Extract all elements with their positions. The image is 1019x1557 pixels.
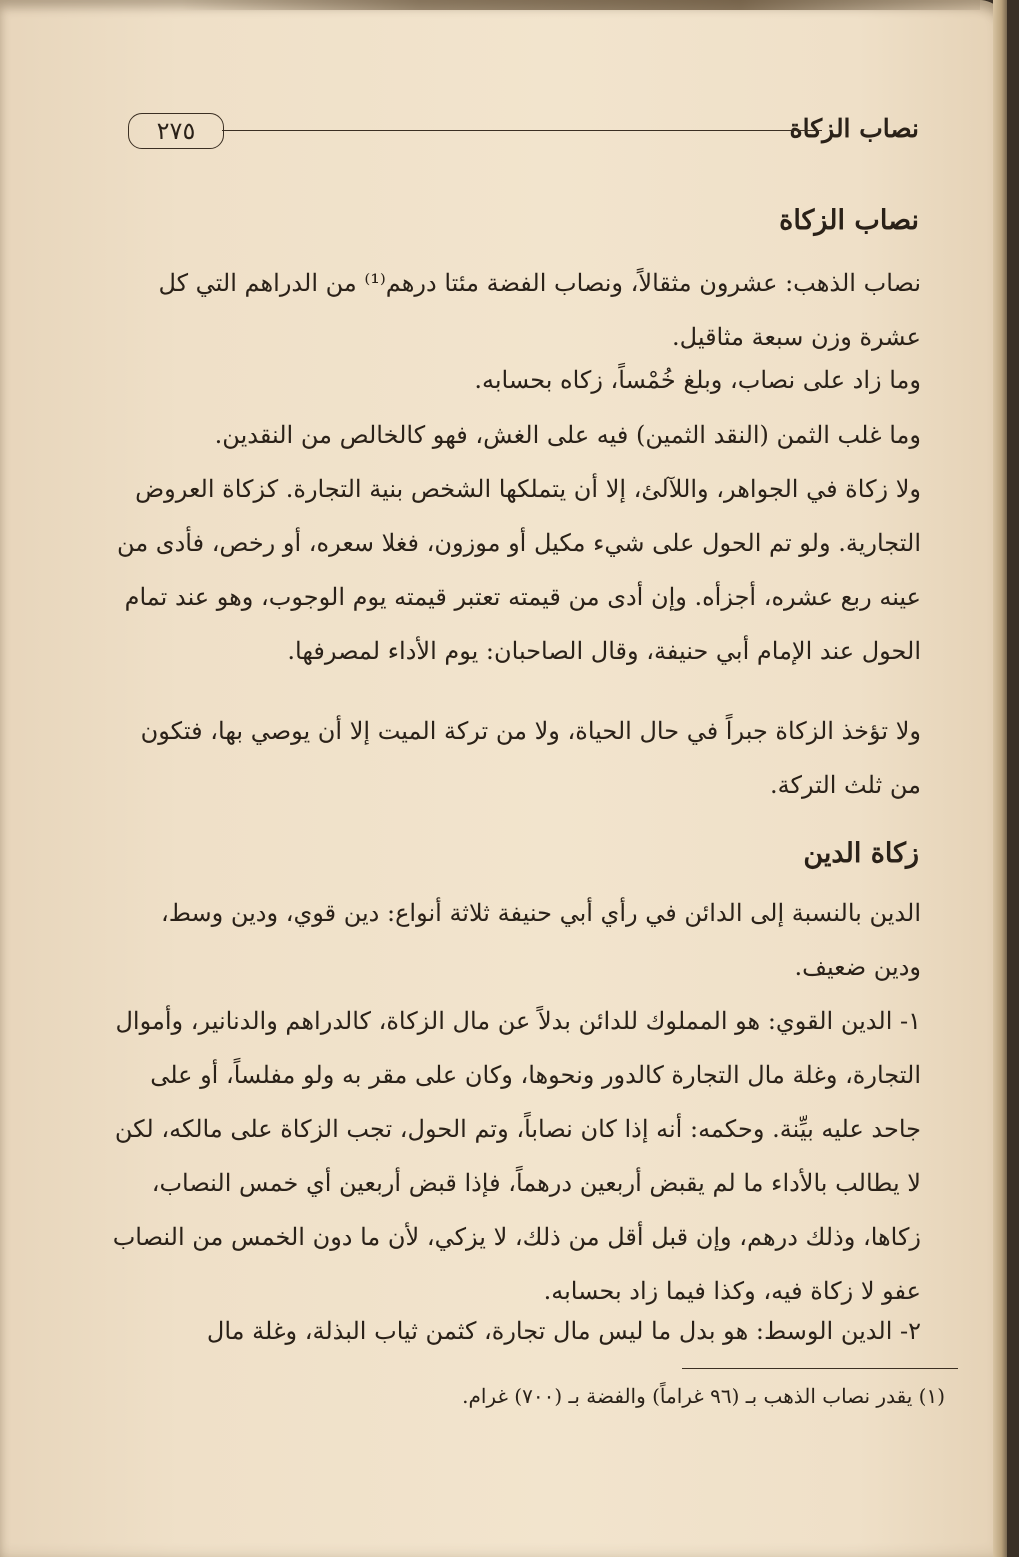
page-number: ٢٧٥ bbox=[128, 113, 224, 149]
paragraph: ٢- الدين الوسط: هو بدل ما ليس مال تجارة، كثمن ثياب البذلة، وغلة مال bbox=[206, 1317, 921, 1345]
paragraph: ولا تؤخذ الزكاة جبراً في حال الحياة، ولا من تركة الميت إلا أن يوصي بها، فتكون من ثلث التركة. bbox=[140, 717, 921, 799]
paragraph: وما غلب الثمن (النقد الثمين) فيه على الغش، فهو كالخالص من النقدين. bbox=[214, 421, 921, 449]
header-rule bbox=[222, 130, 822, 131]
paragraph: ولا زكاة في الجواهر، واللآلئ، إلا أن يتملكها الشخص بنية التجارة. كزكاة العروض التجارية. ولو تم الحول على شيء مكيل أو موزون، فغلا سعره، أو رخص، فأدى من عينه ربع عشره، أجزأه. وإن أدى من قيمته تعتبر قيمته يوم الوجوب، وهو عند تمام الحول عند الإمام أبي حنيفة، وقال الصاحبان: يوم الأداء لمصرفها. bbox=[117, 475, 921, 665]
section-heading-nisab: نصاب الزكاة bbox=[779, 205, 919, 236]
paragraph: ١- الدين القوي: هو المملوك للدائن بدلاً عن مال الزكاة، كالدراهم والدنانير، وأموال التجارة، وغلة مال التجارة كالدور ونحوها، وكان على مقر به ولو مفلساً، أو على جاحد عليه بيِّنة. وحكمه: أنه إذا كان نصاباً، وتم الحول، تجب الزكاة على مالكه، لكن لا يطالب بالأداء ما لم يقبض أربعين درهماً، فإذا قبض أربعين أي خمس النصاب، زكاها، وذلك درهم، وإن قبل أقل من ذلك، لا يزكي، لأن ما دون الخمس من النصاب عفو لا زكاة فيه، وكذا فيما زاد بحسابه. bbox=[112, 1007, 921, 1305]
section-heading-debt: زكاة الدين bbox=[803, 838, 919, 869]
paragraph: نصاب الذهب: عشرون مثقالاً، ونصاب الفضة مئتا درهم⁽¹⁾ من الدراهم التي كل عشرة وزن سبعة مثاقيل. bbox=[158, 269, 921, 351]
running-header-title: نصاب الزكاة bbox=[789, 114, 919, 143]
paragraph: الدين بالنسبة إلى الدائن في رأي أبي حنيفة ثلاثة أنواع: دين قوي، ودين وسط، ودين ضعيف. bbox=[160, 899, 921, 981]
footnote: (١) يقدر نصاب الذهب بـ (٩٦ غراماً) والفضة بـ (٧٠٠) غرام. bbox=[462, 1384, 945, 1408]
footnote-rule bbox=[682, 1368, 958, 1369]
paragraph: وما زاد على نصاب، وبلغ خُمْساً، زكاه بحسابه. bbox=[474, 366, 921, 394]
page-edge bbox=[993, 0, 1007, 1557]
page-top-shadow bbox=[180, 0, 980, 10]
